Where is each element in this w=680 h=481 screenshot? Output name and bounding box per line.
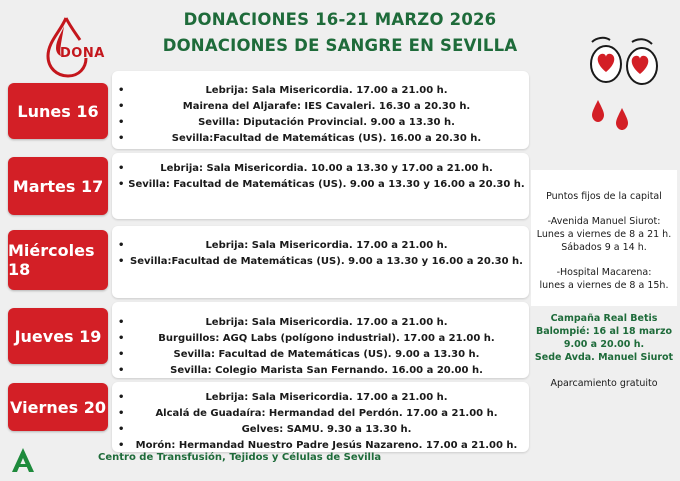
junta-andalucia-logo-icon bbox=[10, 446, 36, 474]
betis-line: Sede Avda. Manuel Siurot bbox=[534, 352, 674, 363]
list-item: • Morón: Hermandad Nuestro Padre Jesús Nazareno. 17.00 a 21.00 h. bbox=[124, 438, 529, 454]
day-box-wednesday bbox=[112, 226, 529, 298]
day-label-monday: Lunes 16 bbox=[8, 83, 108, 139]
manuel-siurot-line: Sábados 9 a 14 h. bbox=[561, 242, 647, 253]
betis-line: 9.00 a 20.00 h. bbox=[563, 339, 645, 350]
list-item: • Gelves: SAMU. 9.30 a 13.30 h. bbox=[124, 422, 529, 438]
day-label-wednesday: Miércoles 18 bbox=[8, 230, 108, 290]
list-item: • Sevilla: Facultad de Matemáticas (US). 9.00 a 13.30 y 16.00 a 20.30 h. bbox=[124, 177, 529, 193]
list-item: • Mairena del Aljarafe: IES Cavaleri. 16.30 a 20.30 h. bbox=[124, 99, 529, 115]
list-item: • Alcalá de Guadaíra: Hermandad del Perdón. 17.00 a 21.00 h. bbox=[124, 406, 529, 422]
day-label-thursday: Jueves 19 bbox=[8, 308, 108, 364]
fixed-points-box bbox=[531, 170, 677, 306]
heart-eyes-drops-icon bbox=[588, 36, 668, 136]
day-label-tuesday: Martes 17 bbox=[8, 157, 108, 215]
page-title: DONACIONES 16-21 MARZO 2026 bbox=[183, 10, 497, 29]
list-item: • Lebrija: Sala Misericordia. 17.00 a 21.00 h. bbox=[124, 83, 529, 99]
betis-campaign bbox=[531, 312, 677, 364]
list-item: • Sevilla:Facultad de Matemáticas (US). 9.00 a 13.30 y 16.00 a 20.30 h. bbox=[124, 254, 529, 270]
list-item: • Sevilla: Colegio Marista San Fernando. 16.00 a 20.00 h. bbox=[124, 363, 529, 379]
manuel-siurot-line: -Avenida Manuel Siurot: bbox=[547, 216, 661, 227]
macarena-line: -Hospital Macarena: bbox=[556, 267, 652, 278]
footer-text: Centro de Transfusión, Tejidos y Células de Sevilla bbox=[98, 452, 382, 463]
list-item: • Lebrija: Sala Misericordia. 17.00 a 21.00 h. bbox=[124, 390, 529, 406]
betis-line: Balompié: 16 al 18 marzo bbox=[535, 326, 673, 337]
list-item: • Lebrija: Sala Misericordia. 10.00 a 13.30 y 17.00 a 21.00 h. bbox=[124, 161, 529, 177]
day-box-monday bbox=[112, 71, 529, 149]
day-box-tuesday bbox=[112, 153, 529, 219]
list-item: • Sevilla: Facultad de Matemáticas (US). 9.00 a 13.30 h. bbox=[124, 347, 529, 363]
day-label-friday: Viernes 20 bbox=[8, 383, 108, 431]
parking-note: Aparcamiento gratuito bbox=[550, 378, 658, 389]
day-box-thursday bbox=[112, 302, 529, 378]
macarena-line: lunes a viernes de 8 a 15h. bbox=[539, 280, 669, 291]
betis-line: Campaña Real Betis bbox=[550, 313, 658, 324]
fixed-points-title: Puntos fijos de la capital bbox=[546, 191, 662, 202]
day-box-friday bbox=[112, 382, 529, 452]
list-item: • Burguillos: AGQ Labs (polígono industrial). 17.00 a 21.00 h. bbox=[124, 331, 529, 347]
list-item: • Lebrija: Sala Misericordia. 17.00 a 21.00 h. bbox=[124, 315, 529, 331]
list-item: • Sevilla: Diputación Provincial. 9.00 a 13.30 h. bbox=[124, 115, 529, 131]
page-subtitle: DONACIONES DE SANGRE EN SEVILLA bbox=[162, 36, 518, 55]
manuel-siurot-line: Lunes a viernes de 8 a 21 h. bbox=[536, 229, 672, 240]
list-item: • Lebrija: Sala Misericordia. 17.00 a 21.00 h. bbox=[124, 238, 529, 254]
list-item: • Sevilla:Facultad de Matemáticas (US). 16.00 a 20.30 h. bbox=[124, 131, 529, 147]
logo-text: DONA bbox=[60, 46, 105, 61]
